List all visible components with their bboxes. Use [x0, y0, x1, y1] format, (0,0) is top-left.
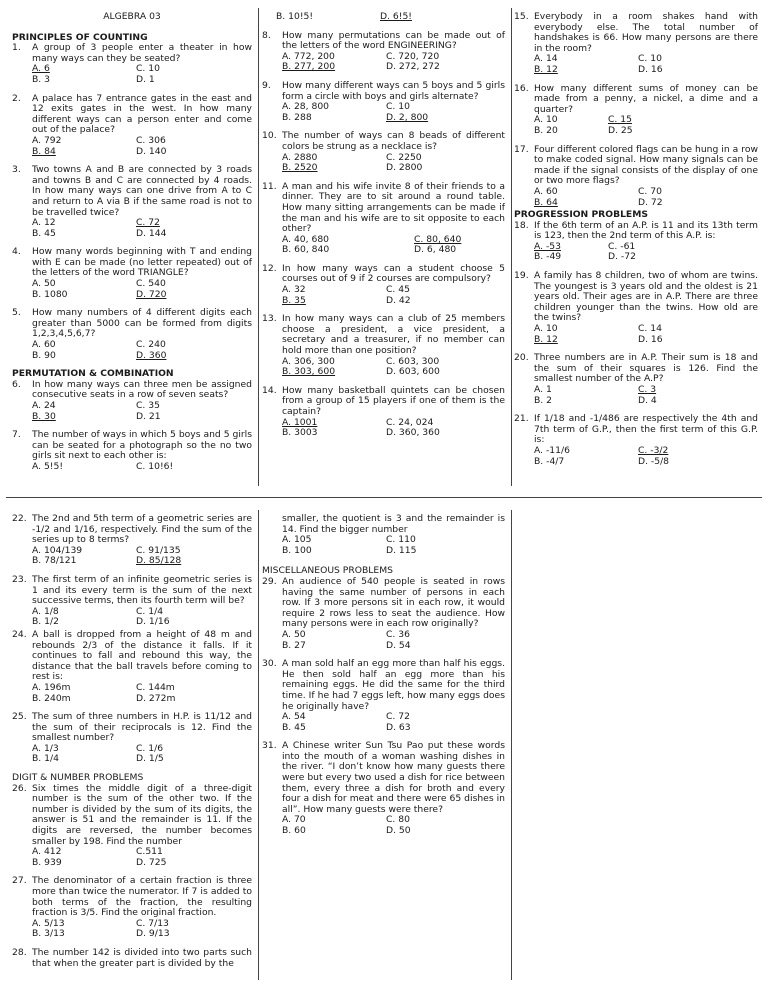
question-text: A group of 3 people enter a theater in how many ways can they be seated?: [32, 42, 252, 64]
answer-b[interactable]: B. 939: [32, 856, 62, 868]
answer-d[interactable]: D. 272, 272: [386, 61, 440, 73]
question-5: 5. How many numbers of 4 different digits each greater than 5000 can be formed from digits 1,2,3,4,5,6,7? A. 60 C. 240 B. 90 D. 360: [12, 307, 252, 361]
answer-d[interactable]: D. 140: [136, 145, 167, 157]
answer-b[interactable]: B. 3003: [282, 427, 318, 439]
question-1: 1. A group of 3 people enter a theater in how many ways can they be seated? A. 6 C. 10 B. 3 D. 1: [12, 42, 252, 85]
answer-d[interactable]: D. 6!5!: [380, 11, 412, 22]
answer-b[interactable]: B. 1080: [32, 288, 68, 300]
question-12: 12. In how many ways can a student choose 5 courses out of 9 if 2 courses are compulsory? A. 32 C. 45 B. 35 D. 42: [262, 262, 505, 306]
answer-c[interactable]: C. 603, 300: [386, 355, 440, 367]
answer-b[interactable]: B. 20: [534, 124, 558, 136]
answer-d[interactable]: D. 2800: [386, 162, 423, 174]
answer-a[interactable]: A. 14: [534, 53, 558, 65]
question-7: 7. The number of ways in which 5 boys and 5 girls can be seated for a photograph so the no two girls sit next to each other is: A. 5!5! C. 10!6!: [12, 429, 252, 472]
answer-d[interactable]: D. 360: [136, 349, 167, 361]
answer-a[interactable]: A. 54: [282, 711, 306, 723]
question-22: 22. The 2nd and 5th term of a geometric series are -1/2 and 1/16, respectively. Find the sum of the series up to 8 terms? A. 104/139 C. 91/135 B. 78/121 D. 85/128: [12, 513, 252, 567]
question-9: 9. How many different ways can 5 boys and 5 girls form a circle with boys and girls alternate? A. 28, 800 C. 10 B. 288 D. 2, 800: [262, 79, 505, 123]
question-text: Two towns A and B are connected by 3 roads and towns B and C are connected by 4 roads. In how many ways can one drive from A to C and return to A via B if the same road is not to be travelled twice?: [32, 164, 252, 218]
answer-a[interactable]: A. 1/8: [32, 605, 59, 617]
question-text: The denominator of a certain fraction is three more than twice the numerator. If 7 is added to both terms of the fraction, the resulting fraction is 3/5. Find the original fraction.: [32, 875, 252, 919]
answer-b[interactable]: B. 10!5!: [276, 11, 314, 22]
answer-a[interactable]: A. 196m: [32, 681, 71, 693]
question-text: How many different ways can 5 boys and 5 girls form a circle with boys and girls alternate?: [282, 79, 505, 102]
answer-b[interactable]: B. 78/121: [32, 555, 77, 567]
answer-d[interactable]: D. -5/8: [638, 455, 670, 467]
answer-d[interactable]: D. 25: [608, 124, 633, 136]
answer-c[interactable]: C. 1/6: [136, 742, 164, 754]
section-heading: PROGRESSION PROBLEMS: [514, 209, 648, 221]
answer-b[interactable]: B. 100: [282, 544, 312, 556]
question-text: How many basketball quintets can be chosen from a group of 15 players if one of them is the captain?: [282, 384, 505, 417]
answer-a[interactable]: A. 1/3: [32, 742, 59, 754]
answer-a[interactable]: A. 10: [534, 323, 558, 335]
question-13: 13. In how many ways can a club of 25 members choose a president, a vice president, a secretary and a treasurer, if no member can hold more than one position? A. 306, 300 C. 603, 300 B. 303, 600 D. 603, 600: [262, 313, 505, 378]
answer-c[interactable]: C. 306: [136, 134, 166, 146]
question-text: In how many ways can a student choose 5 courses out of 9 if 2 courses are compulsory?: [282, 262, 505, 285]
answer-b[interactable]: B. 35: [282, 294, 306, 306]
answer-d[interactable]: D. 115: [386, 544, 417, 556]
answer-c[interactable]: C. 15: [608, 114, 632, 126]
question-text: A palace has 7 entrance gates in the east and 12 exits gates in the west. In how many different ways can a person enter and come out of the palace?: [32, 92, 252, 136]
question-27: 27. The denominator of a certain fraction is three more than twice the numerator. If 7 is added to both terms of the fraction, the resulting fraction is 3/5. Find the original fraction. A. 5/13 C. 7/13 B. 3/13 D. 9/13: [12, 875, 252, 940]
answer-c[interactable]: C. -61: [608, 240, 636, 252]
answer-a[interactable]: A. -11/6: [534, 444, 570, 456]
question-text: The number of ways in which 5 boys and 5 girls can be seated for a photograph so the no two girls sit next to each other is:: [32, 429, 252, 462]
answer-a[interactable]: A. 1001: [282, 416, 318, 428]
question-text: How many words beginning with T and ending with E can be made (no letter repeated) out of the letters of the word TRIANGLE?: [32, 246, 252, 279]
question-text: Everybody in a room shakes hand with everybody else. The total number of handshakes is 66. How many persons are there in the room?: [534, 11, 758, 54]
answer-d[interactable]: D. 725: [136, 856, 167, 868]
answer-b[interactable]: B. 60, 840: [282, 244, 330, 256]
section-heading: MISCELLANEOUS PROBLEMS: [262, 565, 393, 577]
question-text: Four different colored flags can be hung in a row to make coded signal. How many signals can be made if the signal consists of the display of one or two more flags?: [534, 143, 758, 187]
answer-a[interactable]: A. 12: [32, 217, 56, 229]
answer-d[interactable]: D. 1/16: [136, 616, 170, 628]
answer-c[interactable]: C. 144m: [136, 681, 175, 693]
answer-d[interactable]: D. 50: [386, 825, 411, 837]
answer-b[interactable]: B. 1/4: [32, 753, 59, 765]
answer-b[interactable]: B. -49: [534, 251, 562, 263]
question-17: 17. Four different colored flags can be hung in a row to make coded signal. How many signals can be made if the signal consists of the display of one or two more flags? A. 60 C. 70 B. 64 D. 72: [514, 143, 758, 208]
answer-a[interactable]: A. 2880: [282, 151, 318, 163]
answer-d[interactable]: D. 72: [638, 196, 663, 208]
answer-a[interactable]: A. 50: [32, 278, 56, 290]
page-title: ALGEBRA 03: [103, 11, 161, 22]
answer-c[interactable]: C. 3: [638, 384, 657, 395]
column-divider: [511, 8, 512, 486]
answer-d[interactable]: D. 4: [638, 394, 657, 406]
answer-c[interactable]: C. 91/135: [136, 544, 181, 556]
question-text: A Chinese writer Sun Tsu Pao put these words into the mouth of a woman washing dishes in the river. “I don’t know how many guests there were but every two used a dish for rice between them, every three a dish for broth and every four a dish for meat and there were 65 dishes in all”. How many guests were there?: [282, 740, 505, 815]
answer-b[interactable]: B. 90: [32, 349, 56, 361]
answer-c[interactable]: C. 110: [386, 534, 416, 546]
question-18: 18. If the 6th term of an A.P. is 11 and its 13th term is 123, then the 2nd term of this A.P. is: A. -53 C. -61 B. -49 D. -72: [514, 219, 758, 263]
answer-b[interactable]: B. 3/13: [32, 928, 65, 940]
answer-c[interactable]: C. 36: [386, 628, 410, 640]
answer-b[interactable]: B. -4/7: [534, 455, 565, 467]
question-text: Three numbers are in A.P. Their sum is 18 and the sum of their squares is 126. Find the smallest number of the A.P?: [534, 352, 758, 385]
answer-b[interactable]: B. 45: [282, 721, 306, 733]
question-text: If 1/18 and -1/486 are respectively the 4th and 7th term of G.P., then the first term of this G.P. is:: [534, 413, 758, 446]
answer-b[interactable]: B. 60: [282, 825, 306, 837]
answer-d[interactable]: D. 16: [638, 333, 663, 345]
question-11: 11. A man and his wife invite 8 of their friends to a dinner. They are to sit around a round table. How many sitting arrangements can be made if the man and his wife are to sit opposite to each other? A. 40, 680 C. 80, 640 B. 60, 840 D. 6, 480: [262, 180, 505, 256]
answer-c[interactable]: C. 14: [638, 323, 662, 335]
answer-a[interactable]: A. 10: [534, 114, 558, 126]
question-28-continued: [262, 514, 505, 556]
question-15: 15. Everybody in a room shakes hand with everybody else. The total number of handshakes is 66. How many persons are there in the room? A. 14 C. 10 B. 12 D. 16: [514, 11, 758, 75]
answer-c[interactable]: C. 540: [136, 278, 166, 290]
column-top-left: [12, 12, 252, 481]
answer-a[interactable]: A. 60: [32, 339, 56, 351]
answer-a[interactable]: A. 50: [282, 628, 306, 640]
answer-c[interactable]: C. 240: [136, 339, 166, 351]
answer-c[interactable]: C. 72: [386, 711, 410, 723]
question-2: 2. A palace has 7 entrance gates in the east and 12 exits gates in the west. In how many different ways can a person enter and come out of the palace? A. 792 C. 306 B. 84 D. 140: [12, 92, 252, 157]
question-6: 6. In how many ways can three men be assigned consecutive seats in a row of seven seats? A. 24 C. 35 B. 30 D. 21: [12, 378, 252, 422]
answer-d[interactable]: D. -72: [608, 251, 636, 263]
answer-b[interactable]: B. 277, 200: [282, 61, 336, 73]
question-text: How many permutations can be made out of the letters of the word ENGINEERING?: [282, 29, 505, 52]
question-text: An audience of 540 people is seated in rows having the same number of persons in each row. If 3 more persons sit in each row, it would require 2 rows less to seat the audience. How many persons were in each row originally?: [282, 575, 505, 630]
question-text: The first term of an infinite geometric series is 1 and its every term is the sum of the next successive terms, then its fourth term will be?: [32, 573, 252, 607]
answer-b[interactable]: B. 64: [534, 196, 558, 208]
answer-c[interactable]: C. 10: [386, 101, 410, 113]
answer-c[interactable]: C. 35: [136, 400, 160, 411]
answer-d[interactable]: D. 360, 360: [386, 427, 440, 439]
answer-a[interactable]: A. 1: [534, 384, 552, 395]
column-top-right: [514, 12, 758, 475]
answer-c[interactable]: C. 70: [638, 185, 662, 197]
question-10: 10. The number of ways can 8 beads of different colors be strung as a necklace is? A. 2880 C. 2250 B. 2520 D. 2800: [262, 130, 505, 174]
answer-c[interactable]: C. 10!6!: [136, 460, 174, 472]
question-text: The sum of three numbers in H.P. is 11/12 and the sum of their reciprocals is 12. Find the smallest number?: [32, 711, 252, 744]
answer-d[interactable]: D. 272m: [136, 692, 176, 704]
answer-b[interactable]: B. 2: [534, 394, 552, 406]
column-divider: [511, 510, 512, 980]
answer-a[interactable]: A. 772, 200: [282, 50, 335, 62]
section-heading: PERMUTATION & COMBINATION: [12, 368, 174, 380]
answer-c[interactable]: C. 10: [638, 53, 662, 65]
question-3: 3. Two towns A and B are connected by 3 roads and towns B and C are connected by 4 roads. In how many ways can one drive from A to C and return to A via B if the same road is not to be travelled twice? A. 12 C. 72 B. 45 D. 144: [12, 164, 252, 239]
question-16: 16. How many different sums of money can be made from a penny, a nickel, a dime and a quarter? A. 10 C. 15 B. 20 D. 25: [514, 82, 758, 136]
answer-b[interactable]: B. 1/2: [32, 616, 59, 628]
answer-a[interactable]: A. 5/13: [32, 917, 65, 929]
answer-c[interactable]: C. 720, 720: [386, 50, 440, 62]
answer-d[interactable]: D. 603, 600: [386, 366, 440, 378]
answer-d[interactable]: D. 1/5: [136, 753, 164, 765]
question-23: 23. The first term of an infinite geometric series is 1 and its every term is the sum of the next successive terms, then its fourth term will be? A. 1/8 C. 1/4 B. 1/2 D. 1/16: [12, 573, 252, 628]
question-text: A man and his wife invite 8 of their friends to a dinner. They are to sit around a round table. How many sitting arrangements can be made if the man and his wife are to sit opposite to each other?: [282, 180, 505, 235]
question-text: smaller, the quotient is 3 and the remainder is 14. Find the bigger number: [282, 513, 505, 535]
answer-b[interactable]: B. 3: [32, 73, 50, 85]
section-heading: DIGIT & NUMBER PROBLEMS: [12, 772, 144, 784]
question-7-continued: [262, 12, 505, 23]
answer-c[interactable]: C. 7/13: [136, 917, 169, 929]
question-14: 14. How many basketball quintets can be chosen from a group of 15 players if one of them is the captain? A. 1001 C. 24, 024 B. 3003 D. 360, 360: [262, 384, 505, 439]
answer-a[interactable]: A. 60: [534, 185, 558, 197]
answer-d[interactable]: D. 1: [136, 73, 155, 85]
answer-b[interactable]: B. 30: [32, 410, 56, 422]
answer-a[interactable]: A. 70: [282, 814, 306, 826]
question-29: 29. An audience of 540 people is seated in rows having the same number of persons in each row. If 3 more persons sit in each row, it would require 2 rows less to seat the audience. How many persons were in each row originally? A. 50 C. 36 B. 27 D. 54: [262, 575, 505, 651]
question-text: How many different sums of money can be made from a penny, a nickel, a dime and a quarter?: [534, 82, 758, 115]
answer-d[interactable]: D. 21: [136, 410, 161, 422]
answer-c[interactable]: C. 72: [136, 217, 160, 229]
question-text: The 2nd and 5th term of a geometric series are -1/2 and 1/16, respectively. Find the sum of the series up to 8 terms?: [32, 513, 252, 546]
answer-b[interactable]: B. 84: [32, 145, 56, 157]
answer-a[interactable]: A. 24: [32, 400, 56, 411]
question-text: If the 6th term of an A.P. is 11 and its 13th term is 123, then the 2nd term of this A.P. is:: [534, 219, 758, 242]
question-text: In how many ways can three men be assigned consecutive seats in a row of seven seats?: [32, 378, 252, 401]
answer-d[interactable]: D. 720: [136, 288, 167, 300]
answer-c[interactable]: C. 24, 024: [386, 416, 434, 428]
answer-d[interactable]: D. 42: [386, 294, 411, 306]
column-bottom-left: [12, 514, 252, 977]
question-30: 30. A man sold half an egg more than half his eggs. He then sold half an egg more than his remaining eggs. He did the same for the third time. If he had 7 eggs left, how many eggs does he originally have? A. 54 C. 72 B. 45 D. 63: [262, 658, 505, 733]
answer-c[interactable]: C. -3/2: [638, 444, 669, 456]
answer-d[interactable]: D. 63: [386, 721, 411, 733]
question-26: 26. Six times the middle digit of a three-digit number is the sum of the other two. If the number is divided by the sum of its digits, the answer is 51 and the remainder is 11. If the digits are reversed, the number becomes smaller by 198. Find the number A. 412 C.511 B. 939 D. 725: [12, 782, 252, 868]
page-break-rule: [6, 497, 762, 498]
answer-a[interactable]: A. 32: [282, 284, 306, 296]
answer-d[interactable]: D. 144: [136, 227, 167, 239]
answer-a[interactable]: A. 104/139: [32, 544, 83, 556]
answer-d[interactable]: D. 2, 800: [386, 111, 429, 123]
answer-a[interactable]: A. 306, 300: [282, 355, 335, 367]
answer-a[interactable]: A. 792: [32, 134, 62, 146]
question-28: 28. The number 142 is divided into two parts such that when the greater part is divided by the: [12, 946, 252, 969]
column-bottom-middle: [262, 514, 505, 845]
answer-c[interactable]: C. 45: [386, 284, 410, 296]
question-text: A family has 8 children, two of whom are twins. The youngest is 3 years old and the oldest is 21 years old. Their ages are in A.P. There are three children younger than the twins. How old are the twins?: [534, 270, 758, 324]
question-text: Six times the middle digit of a three-digit number is the sum of the other two. If the number is divided by the sum of its digits, the answer is 51 and the remainder is 11. If the digits are reversed, the number becomes smaller by 198. Find the number: [32, 782, 252, 847]
answer-b[interactable]: B. 12: [534, 333, 558, 345]
answer-b[interactable]: B. 12: [534, 63, 558, 75]
answer-c[interactable]: C. 1/4: [136, 605, 164, 617]
answer-d[interactable]: D. 85/128: [136, 555, 182, 567]
column-divider: [258, 8, 259, 486]
answer-b[interactable]: B. 27: [282, 639, 306, 651]
answer-c[interactable]: C. 10: [136, 63, 160, 75]
answer-a[interactable]: A. 6: [32, 63, 50, 75]
answer-a[interactable]: A. 5!5!: [32, 460, 64, 472]
question-21: 21. If 1/18 and -1/486 are respectively the 4th and 7th term of G.P., then the first term of this G.P. is: A. -11/6 C. -3/2 B. -4/7 D. -5/8: [514, 413, 758, 467]
section-heading: PRINCIPLES OF COUNTING: [12, 31, 148, 43]
answer-b[interactable]: B. 303, 600: [282, 366, 336, 378]
answer-a[interactable]: A. 28, 800: [282, 101, 330, 113]
question-text: How many numbers of 4 different digits each greater than 5000 can be formed from digits 1,2,3,4,5,6,7?: [32, 307, 252, 340]
answer-c[interactable]: C.511: [136, 846, 163, 858]
answer-a[interactable]: A. 105: [282, 534, 312, 546]
question-text: The number of ways can 8 beads of different colors be strung as a necklace is?: [282, 130, 505, 152]
question-24: 24. A ball is dropped from a height of 48 m and rebounds 2/3 of the distance it falls. If it continues to fall and rebound this way, the distance that the ball travels before coming to rest is: A. 196m C. 144m B. 240m D. 272m: [12, 628, 252, 704]
answer-b[interactable]: B. 45: [32, 227, 56, 239]
question-8: 8. How many permutations can be made out of the letters of the word ENGINEERING? A. 772, 200 C. 720, 720 B. 277, 200 D. 272, 272: [262, 29, 505, 73]
answer-b[interactable]: B. 2520: [282, 162, 318, 174]
column-top-middle: [262, 12, 505, 447]
question-4: 4. How many words beginning with T and ending with E can be made (no letter repeated) out of the letters of the word TRIANGLE? A. 50 C. 540 B. 1080 D. 720: [12, 246, 252, 300]
answer-c[interactable]: C. 2250: [386, 151, 422, 163]
question-31: 31. A Chinese writer Sun Tsu Pao put these words into the mouth of a woman washing dishes in the river. “I don’t know how many guests there were but every two used a dish for rice between them, every three a dish for broth and every four a dish for meat and there were 65 dishes in all”. How many guests were there? A. 70 C. 80 B. 60 D. 50: [262, 740, 505, 837]
question-text: A ball is dropped from a height of 48 m and rebounds 2/3 of the distance it falls. If it continues to fall and rebound this way, the distance that the ball travels before coming to rest is:: [32, 628, 252, 683]
question-text: A man sold half an egg more than half his eggs. He then sold half an egg more than his remaining eggs. He did the same for the third time. If he had 7 eggs left, how many eggs does he originally have?: [282, 658, 505, 712]
question-text: The number 142 is divided into two parts such that when the greater part is divided by the: [32, 946, 252, 969]
answer-c[interactable]: C. 80, 640: [414, 233, 462, 245]
question-20: 20. Three numbers are in A.P. Their sum is 18 and the sum of their squares is 126. Find the smallest number of the A.P? A. 1 C. 3 B. 2 D. 4: [514, 352, 758, 406]
answer-d[interactable]: D. 6, 480: [414, 244, 457, 256]
question-text: In how many ways can a club of 25 members choose a president, a vice president, a secretary and a treasurer, if no member can hold more than one position?: [282, 313, 505, 357]
question-25: 25. The sum of three numbers in H.P. is 11/12 and the sum of their reciprocals is 12. Find the smallest number? A. 1/3 C. 1/6 B. 1/4 D. 1/5: [12, 711, 252, 765]
answer-d[interactable]: D. 54: [386, 639, 411, 651]
answer-d[interactable]: D. 16: [638, 63, 663, 75]
answer-a[interactable]: A. 412: [32, 846, 62, 858]
column-divider: [258, 510, 259, 980]
answer-d[interactable]: D. 9/13: [136, 928, 170, 940]
answer-c[interactable]: C. 80: [386, 814, 410, 826]
answer-a[interactable]: A. 40, 680: [282, 233, 330, 245]
answer-b[interactable]: B. 240m: [32, 692, 71, 704]
question-19: 19. A family has 8 children, two of whom are twins. The youngest is 3 years old and the oldest is 21 years old. Their ages are in A.P. There are three children younger than the twins. How old are the twins? A. 10 C. 14 B. 12 D. 16: [514, 270, 758, 345]
answer-b[interactable]: B. 288: [282, 111, 312, 123]
answer-a[interactable]: A. -53: [534, 240, 561, 252]
